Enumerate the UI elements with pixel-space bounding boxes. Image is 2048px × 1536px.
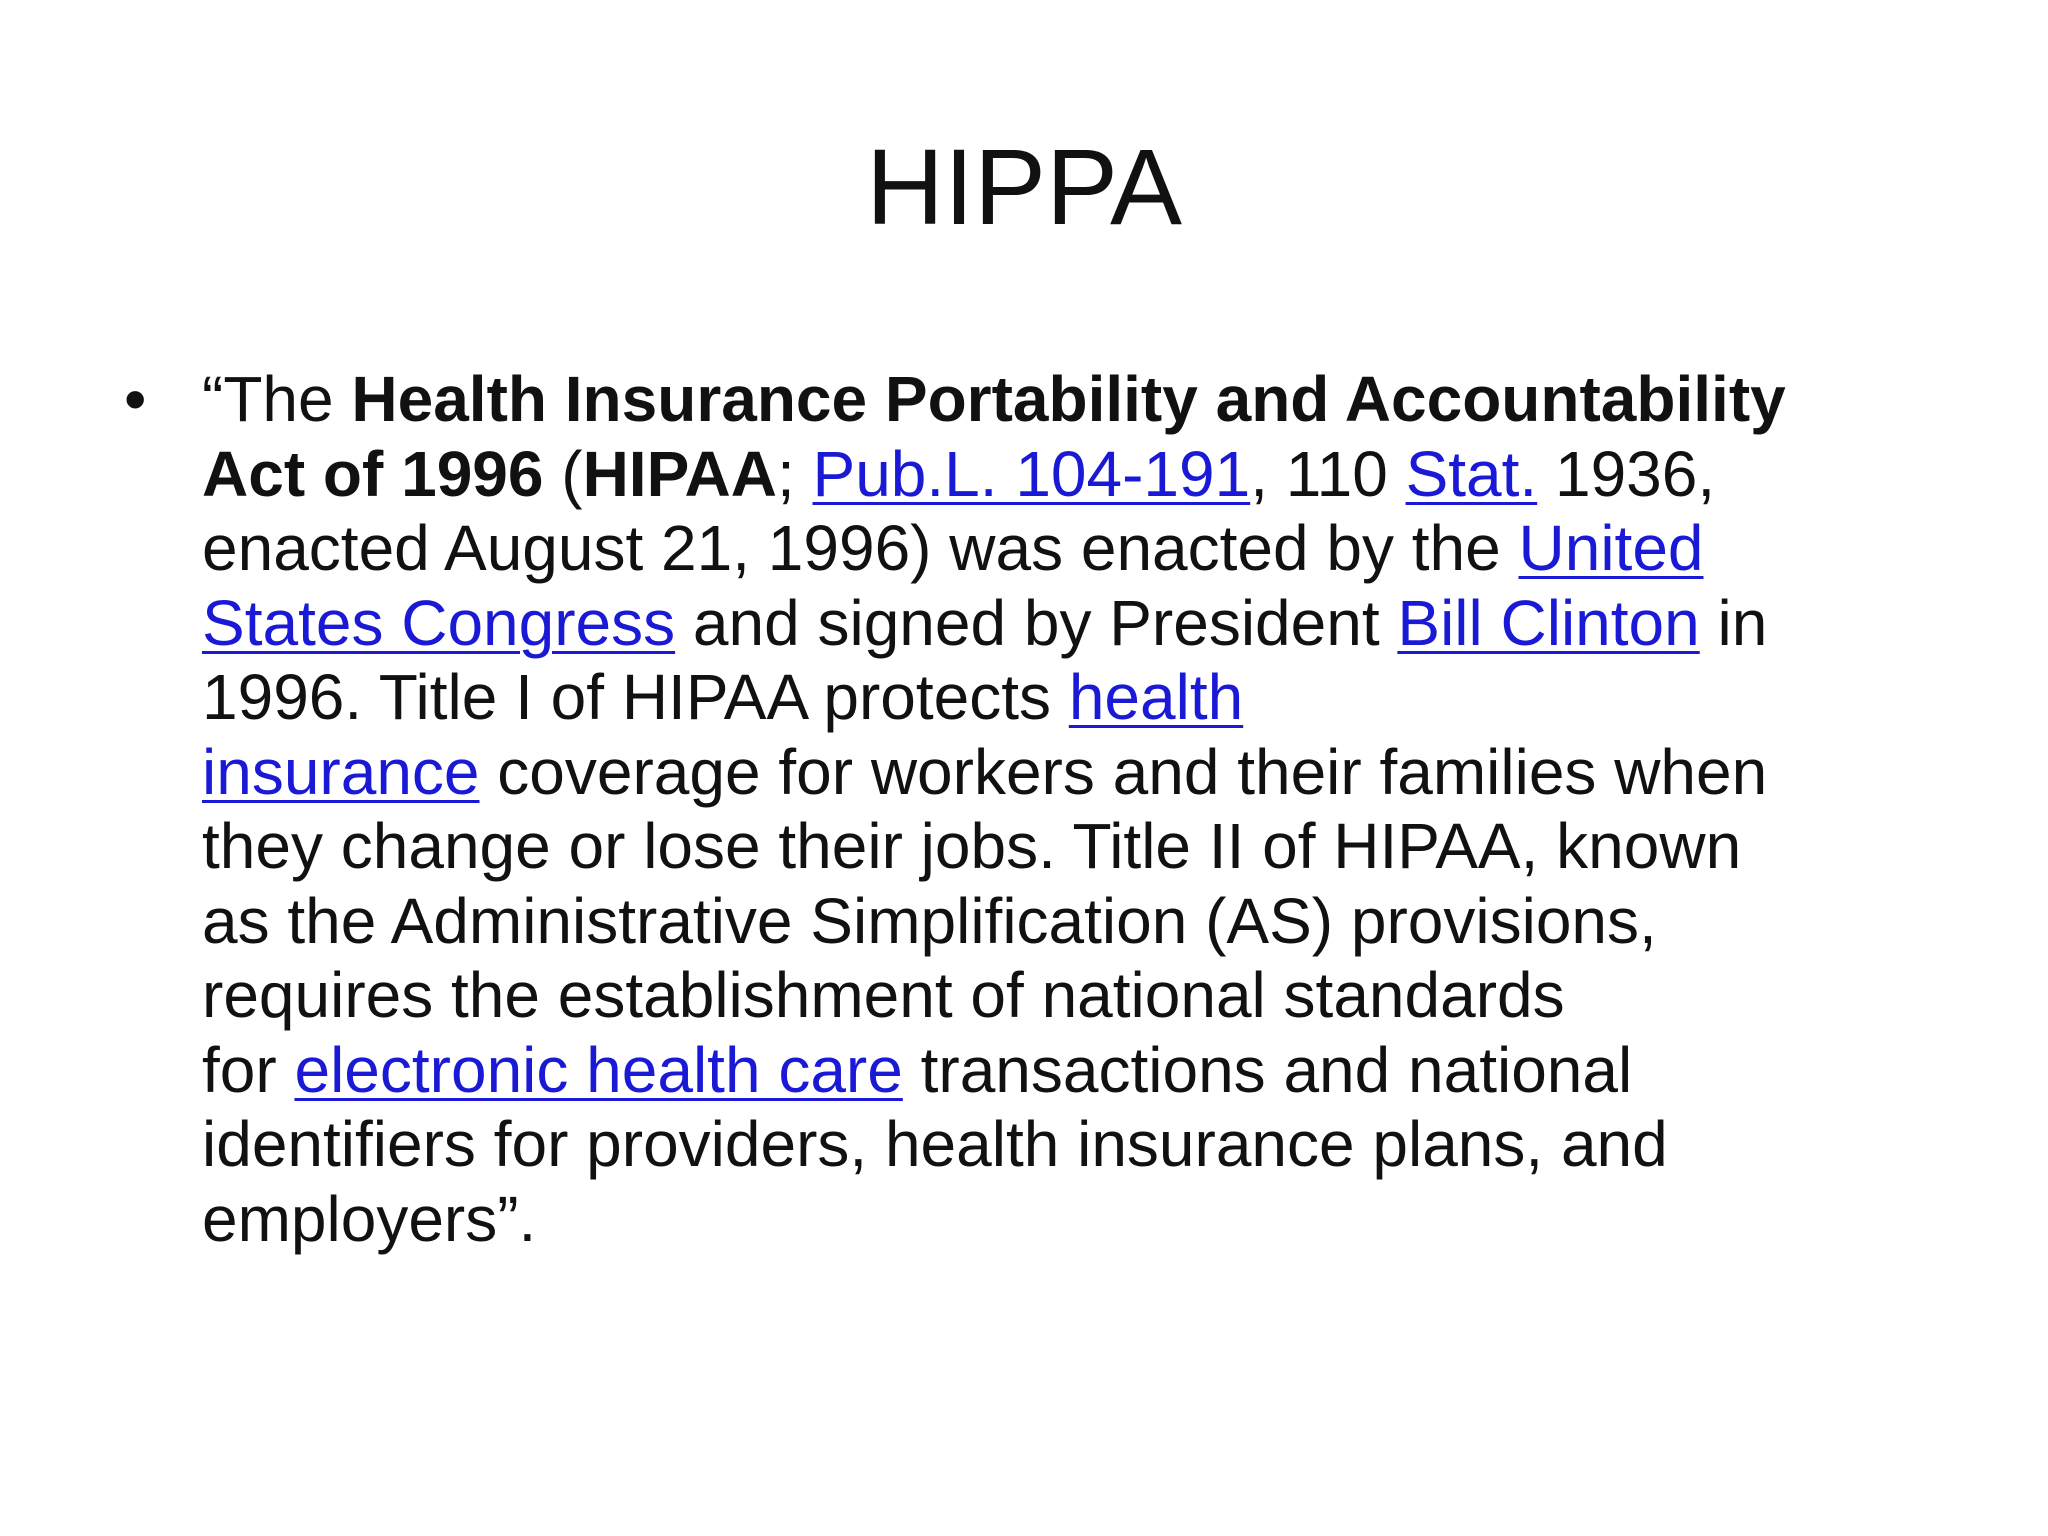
text-line	[202, 1182, 2048, 1257]
body-text: transactions and national	[902, 1033, 1633, 1106]
bold-text: Act of 1996	[202, 437, 544, 510]
bold-text: HIPAA	[582, 437, 777, 510]
hyperlink[interactable]: electronic health care	[294, 1033, 903, 1106]
body-text: 1936,	[1537, 437, 1716, 510]
body-text: , 110	[1250, 437, 1406, 510]
body-text: and signed by President	[675, 586, 1398, 659]
body-text: they change or lose their jobs. Title II of HIPAA, known	[202, 810, 1742, 882]
bold-text: Health Insurance Portability and Accountability	[351, 363, 1786, 435]
text-line	[202, 660, 2048, 735]
hyperlink[interactable]: Stat.	[1405, 437, 1538, 510]
body-text: as the Administrative Simplification (AS) provisions,	[202, 884, 1657, 957]
text-line	[202, 884, 2048, 959]
bullet-item	[120, 362, 1960, 1256]
text-line	[202, 1107, 2048, 1182]
hyperlink[interactable]: United	[1518, 512, 1704, 584]
body-text: enacted August 21, 1996) was enacted by the	[202, 512, 1519, 584]
hyperlink[interactable]: Pub.L. 104-191	[812, 437, 1251, 510]
body-text: for	[202, 1033, 295, 1106]
hipaa-quote-paragraph	[202, 362, 2048, 1256]
hyperlink[interactable]: health	[1068, 661, 1244, 733]
hyperlink[interactable]: States Congress	[202, 586, 676, 659]
text-line	[202, 1033, 2048, 1108]
body-text: (	[543, 437, 583, 510]
hyperlink[interactable]: Bill Clinton	[1397, 586, 1700, 659]
bullet-dot-icon: •	[124, 363, 147, 435]
bullet-list	[120, 362, 1960, 1256]
text-line	[202, 362, 2048, 437]
text-line	[202, 586, 2048, 661]
text-line	[202, 958, 2048, 1033]
hyperlink[interactable]: insurance	[202, 735, 480, 808]
body-text: 1996. Title I of HIPAA protects	[202, 661, 1069, 733]
text-line	[202, 809, 2048, 884]
body-text: coverage for workers and their families when	[479, 735, 1768, 808]
body-text: “The	[202, 363, 352, 435]
body-text: ;	[776, 437, 813, 510]
body-text: employers”.	[202, 1182, 537, 1255]
body-text: identifiers for providers, health insurance plans, and	[202, 1108, 1668, 1180]
slide-title: HIPPA	[865, 126, 1183, 247]
text-line	[202, 735, 2048, 810]
text-line	[202, 437, 2048, 512]
body-text: requires the establishment of national standards	[202, 959, 1565, 1031]
text-line	[202, 511, 2048, 586]
body-text: in	[1699, 586, 1768, 659]
